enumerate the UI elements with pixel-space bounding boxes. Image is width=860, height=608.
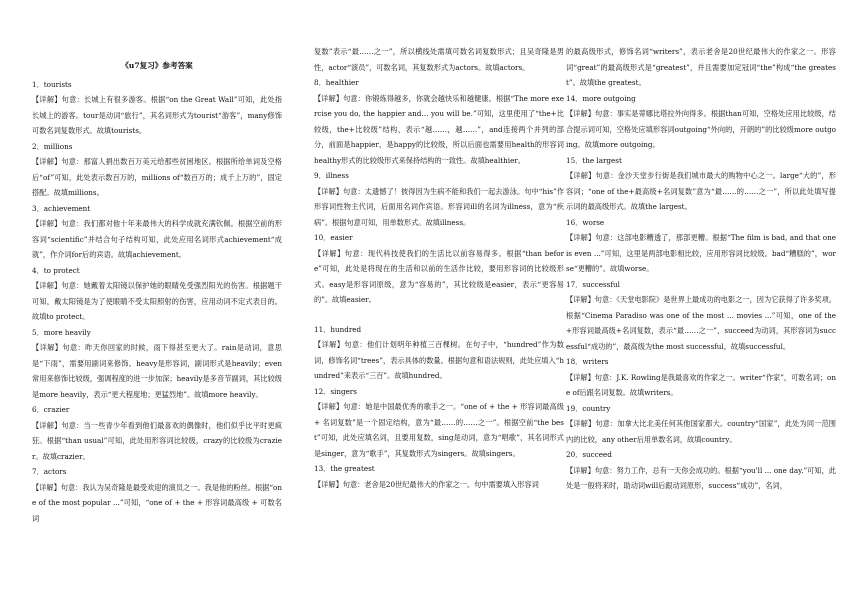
answer-explanation: 【详解】句意：她戴着太阳镜以保护她的眼睛免受强烈阳光的伤害。根据题干可知，戴太阳镜是为了使眼睛不受太阳照射的伤害，应用动词不定式表目的。故填to protect。 bbox=[32, 281, 282, 321]
answer-explanation: 【详解】句意：昨天你回家的时候，雨下得甚至更大了。rain是动词，意思是“下雨”，需要用副词来修饰。heavy是形容词，副词形式是heavily；even常用来修饰比较级，强调程度的进一步加深；heavily是多音节副词，其比较级是more heavily，表示“更大程度地；更猛烈地”。故填more heavily。 bbox=[32, 343, 282, 399]
answer-explanation: 【详解】句意：我认为吴奇隆是最受欢迎的演员之一。我是他的粉丝。根据“one of the most popular ...”可知，“one of + the + 形容词最高级 + 可数名词 bbox=[32, 482, 282, 523]
answer-heading: 14．more outgoing bbox=[566, 93, 636, 103]
answer-explanation: 【详解】句意：他们计划明年种植三百棵树。在句子中，“hundred”作为数词，修饰名词“trees”，表示具体的数量。根据句意和语法规则，此处应填入“hundred”来表示“三百”。故填hundred。 bbox=[314, 340, 564, 380]
answer-explanation: 【详解】句意：你锻炼得越多，你就会越快乐和越健康。根据“The more exercise you do, the happier and… you will be.”可知，这里使用了“the+比较级，the+比较级”结构，表示“越……，越……”，and连接两个并列的部分，前面是happier，是happy的比较级，所以后面也需要用health的形容词healthy形式的比较级形式来保持结构的一致性。故填healthier。 bbox=[314, 93, 564, 165]
answer-heading: 12．singers bbox=[314, 386, 357, 396]
answer-explanation: 【详解】句意：她是中国最优秀的歌手之一。“one of + the + 形容词最高级 + 名词复数”是一个固定结构，意为“最……的……之一”。根据空前“the best”可知，此处应填名词，且要用复数，sing是动词，意为“唱歌”，其名词形式是singer，意为“歌手”，其复数形式为singers。故填singers。 bbox=[314, 402, 564, 458]
answer-heading: 10．easier bbox=[314, 233, 353, 242]
answer-heading: 1．tourists bbox=[32, 79, 72, 89]
answer-explanation: 的最高级形式，修饰名词“writers”，表示老舍是20世纪最伟大的作家之一。形容词“great”的最高级形式是“greatest”，并且需要加定冠词“the”构成“the greatest”。故填the greatest。 bbox=[566, 47, 836, 87]
answer-heading: 9．illness bbox=[314, 171, 349, 180]
answer-heading: 17．successful bbox=[566, 279, 620, 289]
answer-explanation: 【详解】句意：事实是蒂娜比塔拉外向得多。根据than可知，空格处应用比较级，结合提示词可知，空格处应填形容词outgoing“外向的，开朗的”的比较级more outgoing。故填more outgoing。 bbox=[566, 109, 836, 149]
column-left bbox=[32, 58, 282, 526]
answer-explanation: 【详解】句意：老舍是20世纪最伟大的作家之一。句中需要填入形容词 bbox=[314, 479, 539, 489]
column-right bbox=[566, 44, 836, 494]
answer-heading: 4．to protect bbox=[32, 265, 80, 275]
answer-explanation: 【详解】句意：J.K. Rowling是我最喜欢的作家之一。writer“作家”，可数名词；one of后跟名词复数。故填writers。 bbox=[566, 372, 836, 397]
answer-explanation: 【详解】句意：我们都对他十年来最伟大的科学成就充满钦佩。根据空前的形容词“scientific”并结合句子结构可知，此处应用名词形式achievement“成就”，作介词for后的宾语。故填achievement。 bbox=[32, 219, 282, 259]
answer-heading: 2．millions bbox=[32, 141, 73, 151]
answer-heading: 11．hundred bbox=[314, 324, 362, 334]
answer-heading: 19．country bbox=[566, 403, 611, 413]
answer-explanation: 【详解】句意：这部电影糟透了，那部更糟。根据“The film is bad, and that one is even ...”可知，这里是两部电影相比较，应用形容词比较级。bad“糟糕的”，worse“更糟的”。故填worse。 bbox=[566, 233, 836, 273]
document-title: 《u7复习》参考答案 bbox=[121, 61, 193, 70]
answer-explanation: 【详解】句意：《天堂电影院》是世界上最成功的电影之一，因为它获得了许多奖项。根据“Cinema Paradiso was one of the most ... movies ...”可知，one of the+形容词最高级+名词复数，表示“最……之一”，succeed为动词，其形容词为successful“成功的”，最高级为the most successful。故填successful。 bbox=[566, 295, 836, 351]
column-middle bbox=[314, 44, 564, 492]
answer-heading: 6．crazier bbox=[32, 405, 70, 414]
answer-explanation: 【详解】句意：加拿大比北美任何其他国家都大。country“国家”，此处为同一范围内的比较，any other后用单数名词，故填country。 bbox=[566, 419, 836, 444]
answer-heading: 13．the greatest bbox=[314, 464, 375, 473]
answer-explanation: 【详解】句意：金沙天堂步行街是我们城市最大的购物中心之一。large“大的”，形容词；“one of the+最高级+名词复数”意为“最……的……之一”，所以此处填写提示词的最高级形式。故填the largest。 bbox=[566, 171, 836, 211]
answer-explanation: 【详解】句意：太遗憾了！彼得因为生病不能和我们一起去游泳。句中“his”作形容词性物主代词，后面用名词作宾语。形容词ill的名词为illness，意为“疾病”。根据句意可知，用单数形式。故填illness。 bbox=[314, 186, 564, 227]
answer-heading: 7．actors bbox=[32, 467, 67, 476]
answer-heading: 8．healthier bbox=[314, 78, 359, 87]
answer-explanation: 复数”表示“最……之一”，所以横线处需填可数名词复数形式；且吴奇隆是男性，actor“演员”，可数名词，其复数形式为actors。故填actors。 bbox=[314, 47, 564, 72]
answer-heading: 15．the largest bbox=[566, 155, 622, 165]
answer-heading: 16．worse bbox=[566, 217, 605, 227]
answer-explanation: 【详解】句意：当一些青少年看到他们最喜欢的偶像时，他们似乎比平时更疯狂。根据“than usual”可知，此处用形容词比较级，crazy的比较级为crazier。故填crazier。 bbox=[32, 420, 282, 461]
answer-heading: 3．achievement bbox=[32, 203, 91, 213]
blank-gap bbox=[314, 308, 564, 322]
answer-heading: 5．more heavily bbox=[32, 327, 91, 337]
answer-heading: 20．succeed bbox=[566, 450, 612, 459]
answer-explanation: 【详解】句意：现代科技使我们的生活比以前容易得多。根据“than before”可知，此处是将现在的生活和以前的生活作比较，要用形容词的比较级形式。easy是形容词原级，意为“容易的”，其比较级是easier，表示“更容易的”。故填easier。 bbox=[314, 248, 564, 304]
answer-explanation: 【详解】句意：那富人捐出数百万美元给那些贫困地区。根据所给单词及空格后“of”可知，此处表示数百万的，millions of“数百万的；成千上万的”，固定搭配。故填millions。 bbox=[32, 157, 282, 197]
answer-heading: 18．writers bbox=[566, 357, 609, 366]
answer-explanation: 【详解】句意：努力工作，总有一天你会成功的。根据“you'll ... one day.”可知，此处是一般将来时，助动词will后跟动词原形，success“成功”，名词， bbox=[566, 465, 836, 490]
answer-explanation: 【详解】句意：长城上有很多游客。根据“on the Great Wall”可知，此处指长城上的游客。tour是动词“旅行”，其名词形式为tourist“游客”，many修饰可数名词复数形式。故填tourists。 bbox=[32, 95, 282, 135]
